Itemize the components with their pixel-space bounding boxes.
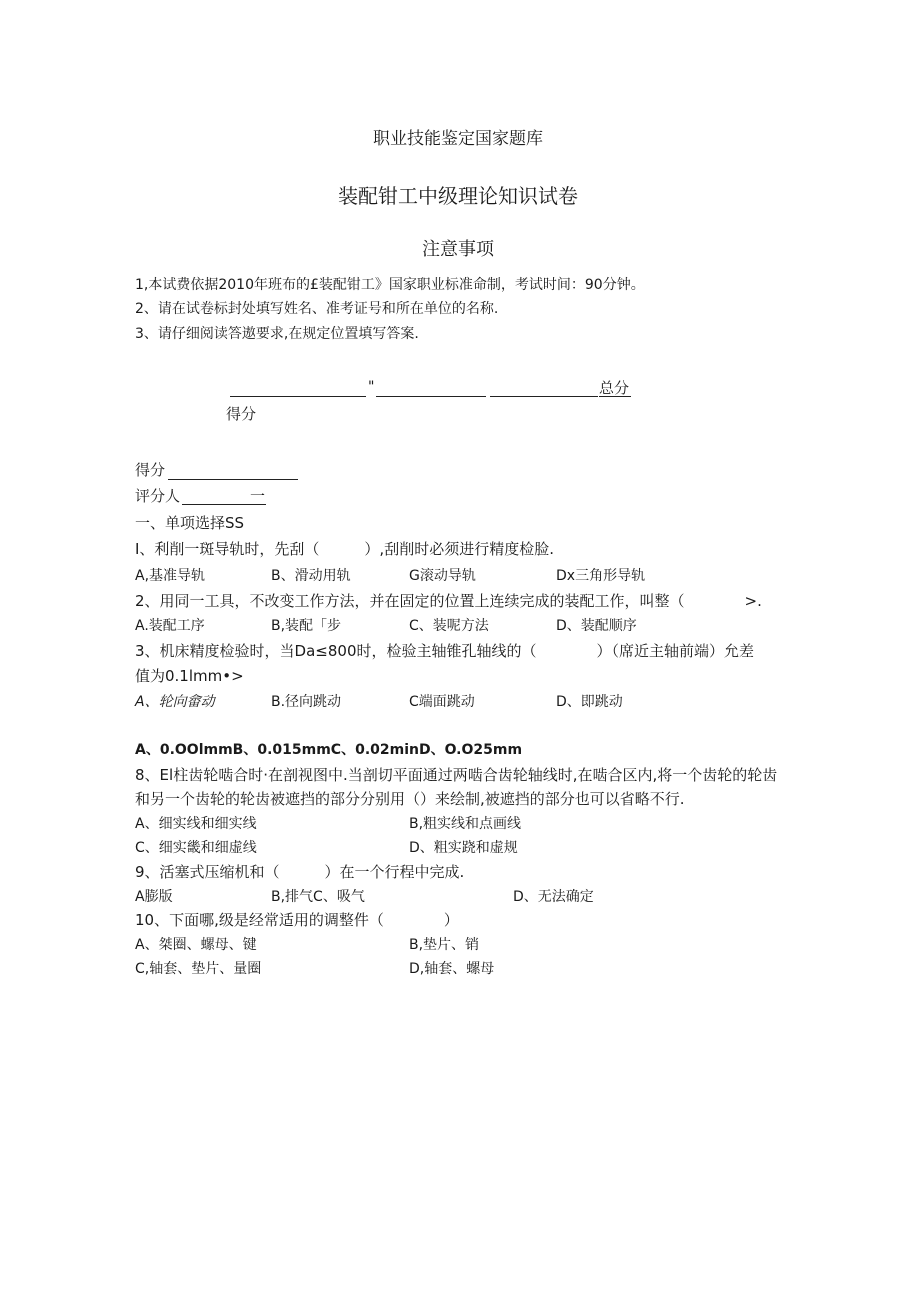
option-b: B,粗实线和点画线 <box>409 816 522 832</box>
grader-dash: 一 <box>250 487 266 505</box>
option-d: D、无法确定 <box>513 889 594 905</box>
notice-title: 注意事项 <box>422 239 494 260</box>
question-stem: I、利削一斑导轨时，先刮（ ）,刮削时必须进行精度检脸. <box>135 540 554 558</box>
option-c: G滚动导轨 <box>409 568 476 584</box>
option-a: A、桀圈、螺母、键 <box>135 937 257 953</box>
option-d: D,轴套、螺母 <box>409 961 495 977</box>
question-stem: 10、下面哪,级是经常适用的调整件（ ） <box>135 911 459 929</box>
option-a: A,基准导轨 <box>135 568 206 584</box>
option-d: D、即跳动 <box>556 694 623 710</box>
option-a: A膨版 <box>135 889 173 905</box>
question-stem: 2、用同一工具，不改变工作方法，并在固定的位置上连续完成的装配工作，叫整（ >. <box>135 592 762 610</box>
notice-1: 1,本试费依据2010年班布的£装配钳工》国家职业标准命制，考试时间：90分钟。 <box>135 277 645 293</box>
option-bc: B,排气C、吸气 <box>271 889 365 905</box>
option-a: A、细实线和细实线 <box>135 816 257 832</box>
question-stem-continued: 和另一个齿轮的轮齿被遮挡的部分分别用（）来绘制,被遮挡的部分也可以省略不行. <box>135 790 685 808</box>
option-a: A.装配工序 <box>135 618 205 634</box>
option-c: C端面跳动 <box>409 694 475 710</box>
option-c: C,轴套、垫片、量圈 <box>135 961 262 977</box>
option-c: C、装呢方法 <box>409 618 489 634</box>
option-a: A、轮向畲动 <box>135 694 215 710</box>
option-b: B、滑动用轨 <box>271 568 351 584</box>
option-c: C、细实畿和细虚线 <box>135 840 257 856</box>
score-line-1 <box>230 396 366 397</box>
question-stem-continued: 值为0.1lmm•> <box>135 667 244 685</box>
total-label: 总分 <box>599 379 630 397</box>
grader-label: 评分人 <box>135 487 181 505</box>
question-stem: 9、活塞式压缩机和（ ）在一个行程中完成. <box>135 863 465 881</box>
question-bank-title: 职业技能鉴定国家题库 <box>373 129 543 149</box>
score-line-3 <box>490 396 598 397</box>
option-b: B,垫片、销 <box>409 937 480 953</box>
score-line-4 <box>599 396 631 397</box>
question-stem: 3、机床精度检验时，当Da≤800时，检验主轴锥孔轴线的（ ）（席近主轴前端）允差 <box>135 642 754 660</box>
score-row-label: 得分 <box>226 405 257 423</box>
section-heading: 一、单项选择SS <box>135 514 245 532</box>
exam-title: 装配钳工中级理论知识试卷 <box>338 184 578 208</box>
question-stem: 8、El柱齿轮啮合时·在剖视图中.当剖切平面通过两啮合齿轮轴线时,在啮合区内,将一个齿轮的轮齿 <box>135 766 778 784</box>
score-underline[interactable] <box>168 479 298 480</box>
option-b: B.径向跳动 <box>271 694 342 710</box>
score-label: 得分 <box>135 461 166 479</box>
option-d: Dx三角形导轨 <box>556 568 646 584</box>
option-b: B,装配「步 <box>271 618 342 634</box>
score-mark: " <box>368 379 375 395</box>
notice-2: 2、请在试卷标封处填写姓名、准考证号和所在单位的名称. <box>135 301 499 317</box>
score-line-2 <box>376 396 486 397</box>
notice-3: 3、请仔细阅读答遨要求,在规定位置填写答案. <box>135 326 419 342</box>
option-d: D、粗实跷和虚规 <box>409 840 518 856</box>
options-line: A、0.OOlmmB、0.015mmC、0.02minD、O.O25mm <box>135 742 523 758</box>
option-d: D、装配顺序 <box>556 618 637 634</box>
